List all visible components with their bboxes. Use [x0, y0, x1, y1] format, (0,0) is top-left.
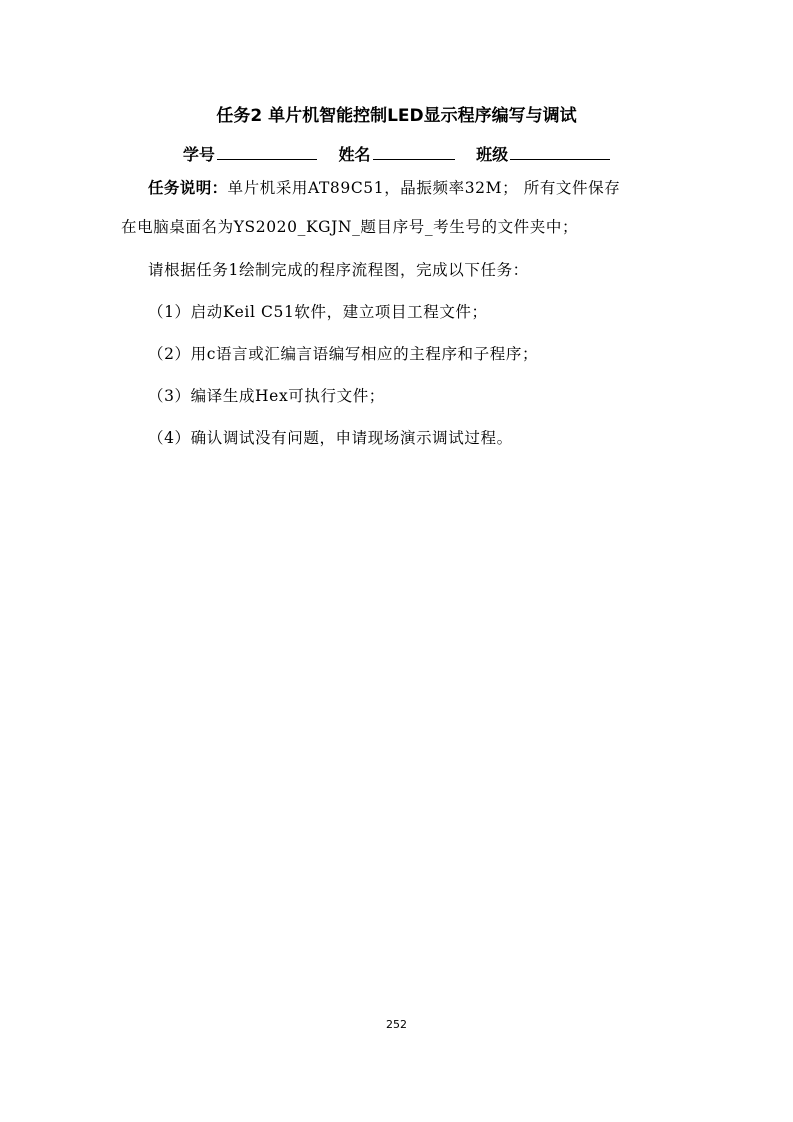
- step-3: （3）编译生成Hex可执行文件；: [148, 387, 385, 405]
- student-id-blank: [217, 141, 317, 160]
- name-blank: [373, 141, 455, 160]
- document-title: 任务2 单片机智能控制LED显示程序编写与调试: [216, 106, 577, 126]
- student-info-row: [0, 141, 793, 167]
- student-id-label: 学号: [182, 145, 215, 164]
- student-id-field: [183, 141, 317, 167]
- class-blank: [510, 141, 610, 160]
- step-2: （2）用c语言或汇编言语编写相应的主程序和子程序；: [148, 345, 539, 363]
- name-field: [338, 141, 454, 167]
- description-text-1: 单片机采用AT89C51，晶振频率32M； 所有文件保存: [227, 179, 621, 197]
- description-lead: 任务说明：: [148, 179, 228, 197]
- instruction-line: 请根据任务1绘制完成的程序流程图，完成以下任务：: [148, 261, 529, 279]
- step-4: （4）确认调试没有问题，申请现场演示调试过程。: [148, 429, 513, 447]
- description-line-1: [148, 176, 620, 200]
- step-1: （1）启动Keil C51软件，建立项目工程文件；: [148, 303, 488, 321]
- class-label: 班级: [476, 145, 509, 164]
- page-number: 252: [386, 1018, 407, 1031]
- class-field: [476, 141, 610, 167]
- name-label: 姓名: [338, 145, 371, 164]
- description-line-2: 在电脑桌面名为YS2020_KGJN_题目序号_考生号的文件夹中；: [121, 218, 579, 236]
